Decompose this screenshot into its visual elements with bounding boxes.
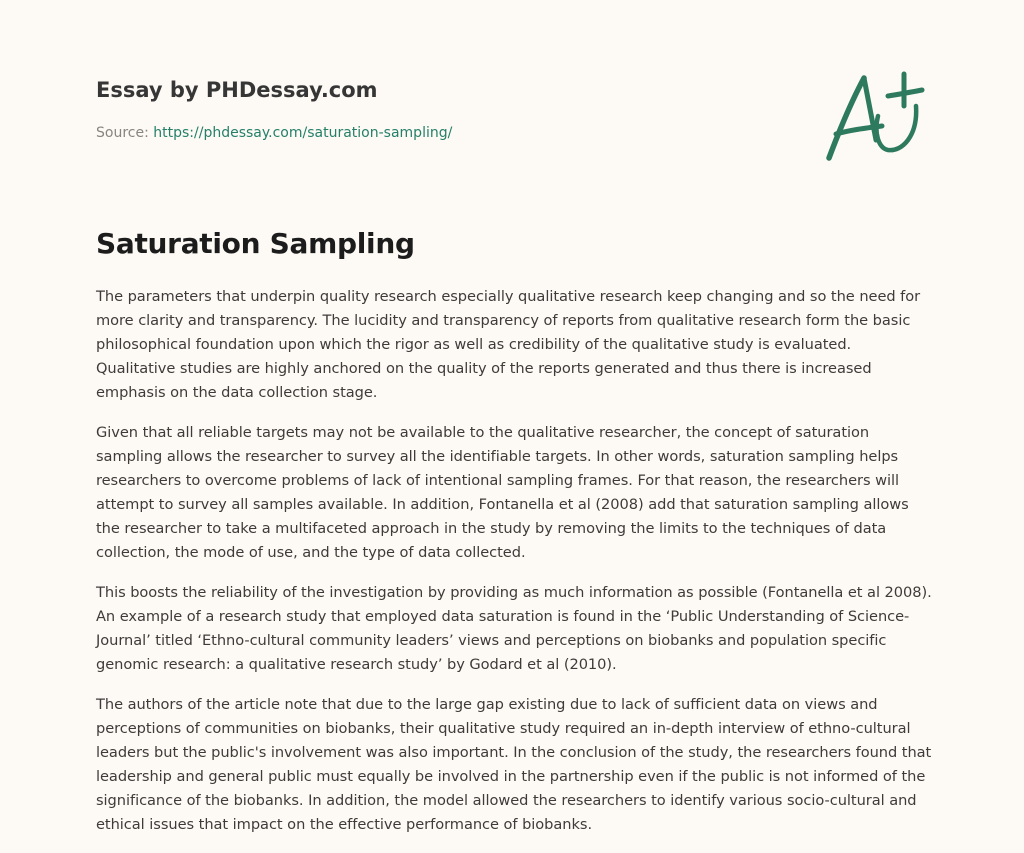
site-brand: Essay by PHDessay.com xyxy=(96,78,378,102)
source-label: Source: xyxy=(96,125,154,141)
paragraph: The authors of the article note that due to the large gap existing due to lack of sufficient data on views and perceptions of communities on biobanks, their qualitative study required an in-depth interview of ethno-cultural leaders but the public's involvement was also important. In the conclusion of the study, the researchers found that leadership and general public must equally be involved in the partnership even if the public is not informed of the significance of the biobanks. In addition, the model allowed the researchers to identify various socio-cultural and ethical issues that impact on the effective performance of biobanks. xyxy=(96,696,932,833)
article-title: Saturation Sampling xyxy=(96,227,415,260)
a-plus-grade-icon xyxy=(822,68,928,166)
article-body xyxy=(96,285,932,853)
paragraph: This boosts the reliability of the investigation by providing as much information as possible (Fontanella et al 2008). An example of a research study that employed data saturation is found in the ‘Public Understanding of Science- Journal’ titled ‘Ethno-cultural community leaders’ views and perceptions on biobanks and population specific genomic research: a qualitative research study’ by Godard et al (2010). xyxy=(96,584,932,673)
source-line xyxy=(96,124,452,142)
source-link[interactable]: https://phdessay.com/saturation-sampling/ xyxy=(153,125,453,141)
essay-header xyxy=(96,76,936,141)
paragraph: Given that all reliable targets may not be available to the qualitative researcher, the concept of saturation sampling allows the researcher to survey all the identifiable targets. In other words, saturation sampling helps researchers to overcome problems of lack of intentional sampling frames. For that reason, the researchers will attempt to survey all samples available. In addition, Fontanella et al (2008) add that saturation sampling allows the researcher to take a multifaceted approach in the study by removing the limits to the techniques of data collection, the mode of use, and the type of data collected. xyxy=(96,424,909,561)
paragraph: The parameters that underpin quality research especially qualitative research keep changing and so the need for more clarity and transparency. The lucidity and transparency of reports from qualitative research form the basic philosophical foundation upon which the rigor as well as credibility of the qualitative study is evaluated. Qualitative studies are highly anchored on the quality of the reports generated and thus there is increased emphasis on the data collection stage. xyxy=(96,288,921,401)
